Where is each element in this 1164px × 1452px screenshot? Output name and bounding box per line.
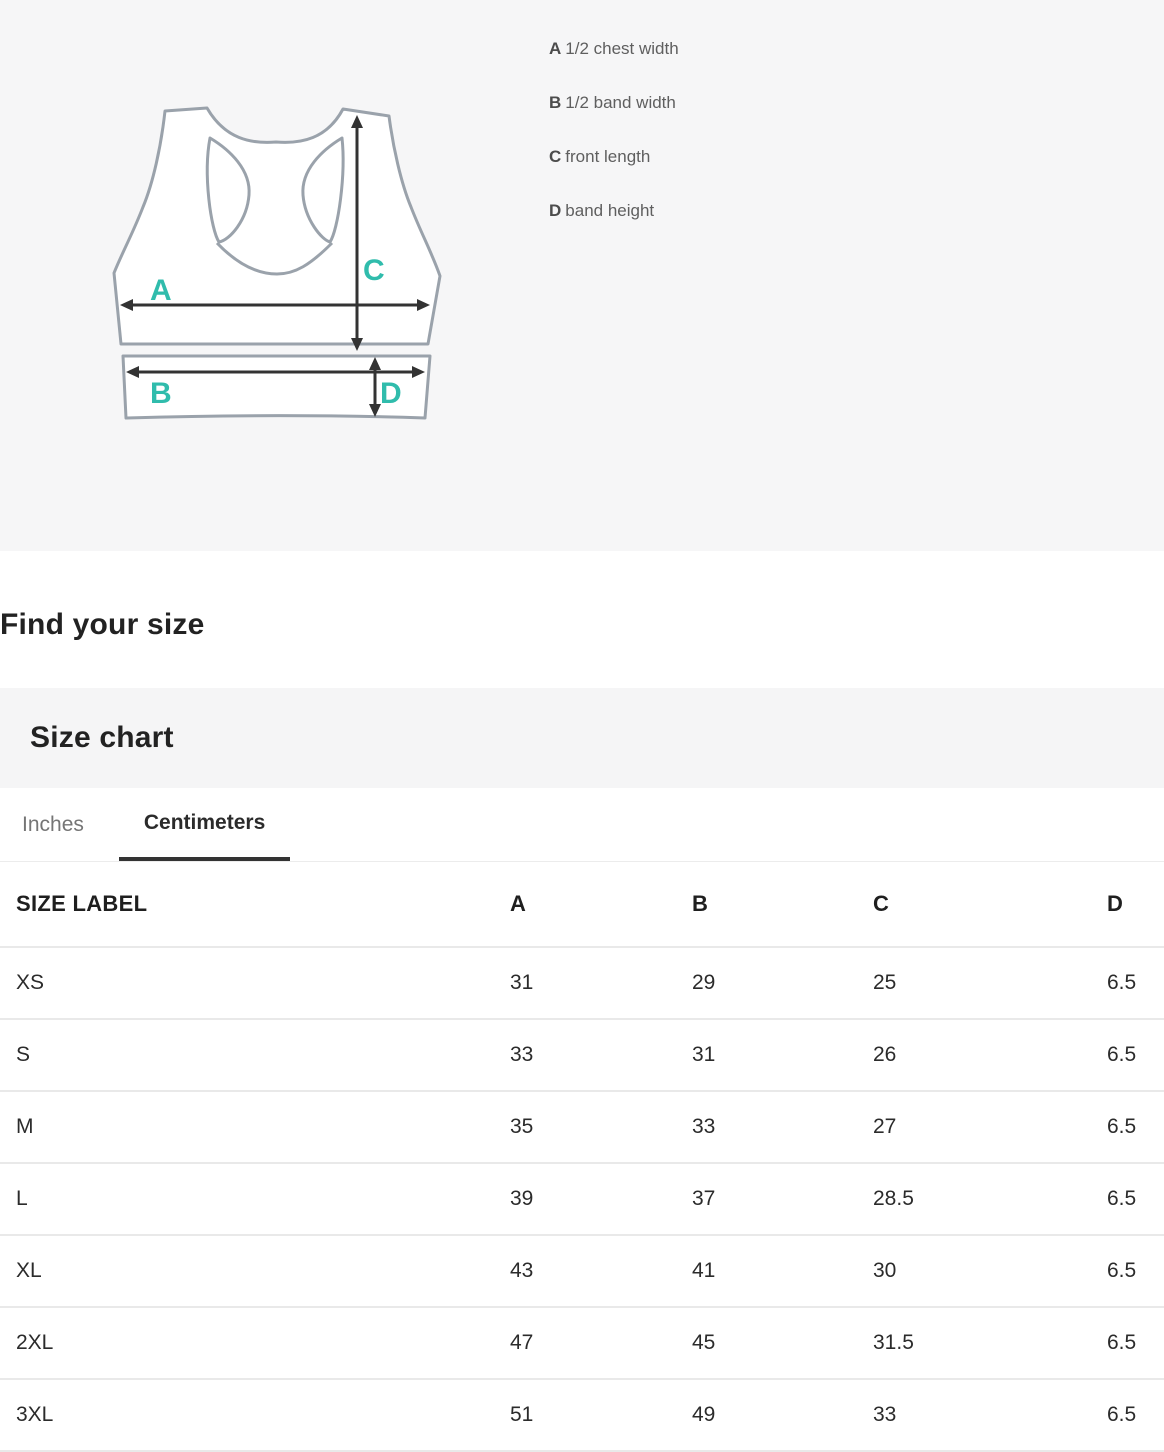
value-cell-b: 29 <box>692 971 716 994</box>
value-cell-d: 6.5 <box>1107 971 1137 994</box>
diagram-label-d: D <box>380 377 402 410</box>
value-cell-c: 27 <box>873 1115 897 1138</box>
table-row-3xl <box>0 1380 1164 1452</box>
measurement-legend <box>549 38 679 254</box>
legend-text-c: front length <box>565 147 651 166</box>
value-cell-c: 30 <box>873 1259 897 1282</box>
measurement-diagram-section <box>0 0 1164 551</box>
value-cell-d: 6.5 <box>1107 1115 1137 1138</box>
value-cell-b: 37 <box>692 1187 716 1210</box>
value-cell-d: 6.5 <box>1107 1259 1137 1282</box>
value-cell-a: 35 <box>510 1115 534 1138</box>
col-header-a: A <box>510 891 527 916</box>
value-cell-b: 31 <box>692 1043 716 1066</box>
diagram-label-b: B <box>150 377 172 410</box>
legend-text-b: 1/2 band width <box>565 93 676 112</box>
legend-item-a <box>549 38 679 59</box>
value-cell-a: 31 <box>510 971 534 994</box>
col-header-size-label: SIZE LABEL <box>16 891 148 916</box>
size-chart-title: Size chart <box>30 721 174 754</box>
value-cell-c: 28.5 <box>873 1187 914 1210</box>
table-row-xl <box>0 1236 1164 1308</box>
legend-item-d <box>549 200 679 221</box>
legend-letter-b: B <box>549 93 562 112</box>
value-cell-c: 25 <box>873 971 897 994</box>
value-cell-a: 51 <box>510 1403 534 1426</box>
value-cell-b: 45 <box>692 1331 716 1354</box>
value-cell-d: 6.5 <box>1107 1043 1137 1066</box>
table-row-xs <box>0 948 1164 1020</box>
col-header-b: B <box>692 891 709 916</box>
tab-centimeters[interactable]: Centimeters <box>119 788 290 861</box>
diagram-label-c: C <box>363 254 385 287</box>
legend-letter-a: A <box>549 39 562 58</box>
legend-letter-d: D <box>549 201 562 220</box>
legend-item-c <box>549 146 679 167</box>
bra-body-outline <box>114 108 440 344</box>
legend-text-a: 1/2 chest width <box>565 39 679 58</box>
size-label-cell: XS <box>16 971 45 994</box>
legend-item-b <box>549 92 679 113</box>
find-your-size-section <box>0 551 1164 688</box>
tab-inches[interactable]: Inches <box>22 812 84 836</box>
size-label-cell: 3XL <box>16 1403 54 1426</box>
size-table <box>0 862 1164 1452</box>
value-cell-d: 6.5 <box>1107 1403 1137 1426</box>
value-cell-b: 41 <box>692 1259 716 1282</box>
page-title: Find your size <box>0 608 205 641</box>
legend-letter-c: C <box>549 147 562 166</box>
unit-tabs <box>0 788 1164 862</box>
value-cell-c: 26 <box>873 1043 897 1066</box>
value-cell-a: 39 <box>510 1187 534 1210</box>
size-label-cell: S <box>16 1043 31 1066</box>
value-cell-d: 6.5 <box>1107 1187 1137 1210</box>
col-header-d: D <box>1107 891 1124 916</box>
size-label-cell: L <box>16 1187 28 1210</box>
size-label-cell: M <box>16 1115 34 1138</box>
table-header-row <box>0 862 1164 948</box>
table-row-2xl <box>0 1308 1164 1380</box>
value-cell-c: 33 <box>873 1403 897 1426</box>
sports-bra-diagram <box>105 95 450 425</box>
value-cell-b: 33 <box>692 1115 716 1138</box>
diagram-label-a: A <box>150 274 172 307</box>
size-label-cell: 2XL <box>16 1331 54 1354</box>
value-cell-b: 49 <box>692 1403 716 1426</box>
table-row-l <box>0 1164 1164 1236</box>
legend-text-d: band height <box>565 201 655 220</box>
value-cell-a: 47 <box>510 1331 534 1354</box>
table-row-m <box>0 1092 1164 1164</box>
size-chart-header <box>0 688 1164 788</box>
value-cell-c: 31.5 <box>873 1331 914 1354</box>
value-cell-a: 33 <box>510 1043 534 1066</box>
table-row-s <box>0 1020 1164 1092</box>
col-header-c: C <box>873 891 890 916</box>
value-cell-a: 43 <box>510 1259 534 1282</box>
value-cell-d: 6.5 <box>1107 1331 1137 1354</box>
size-label-cell: XL <box>16 1259 42 1282</box>
